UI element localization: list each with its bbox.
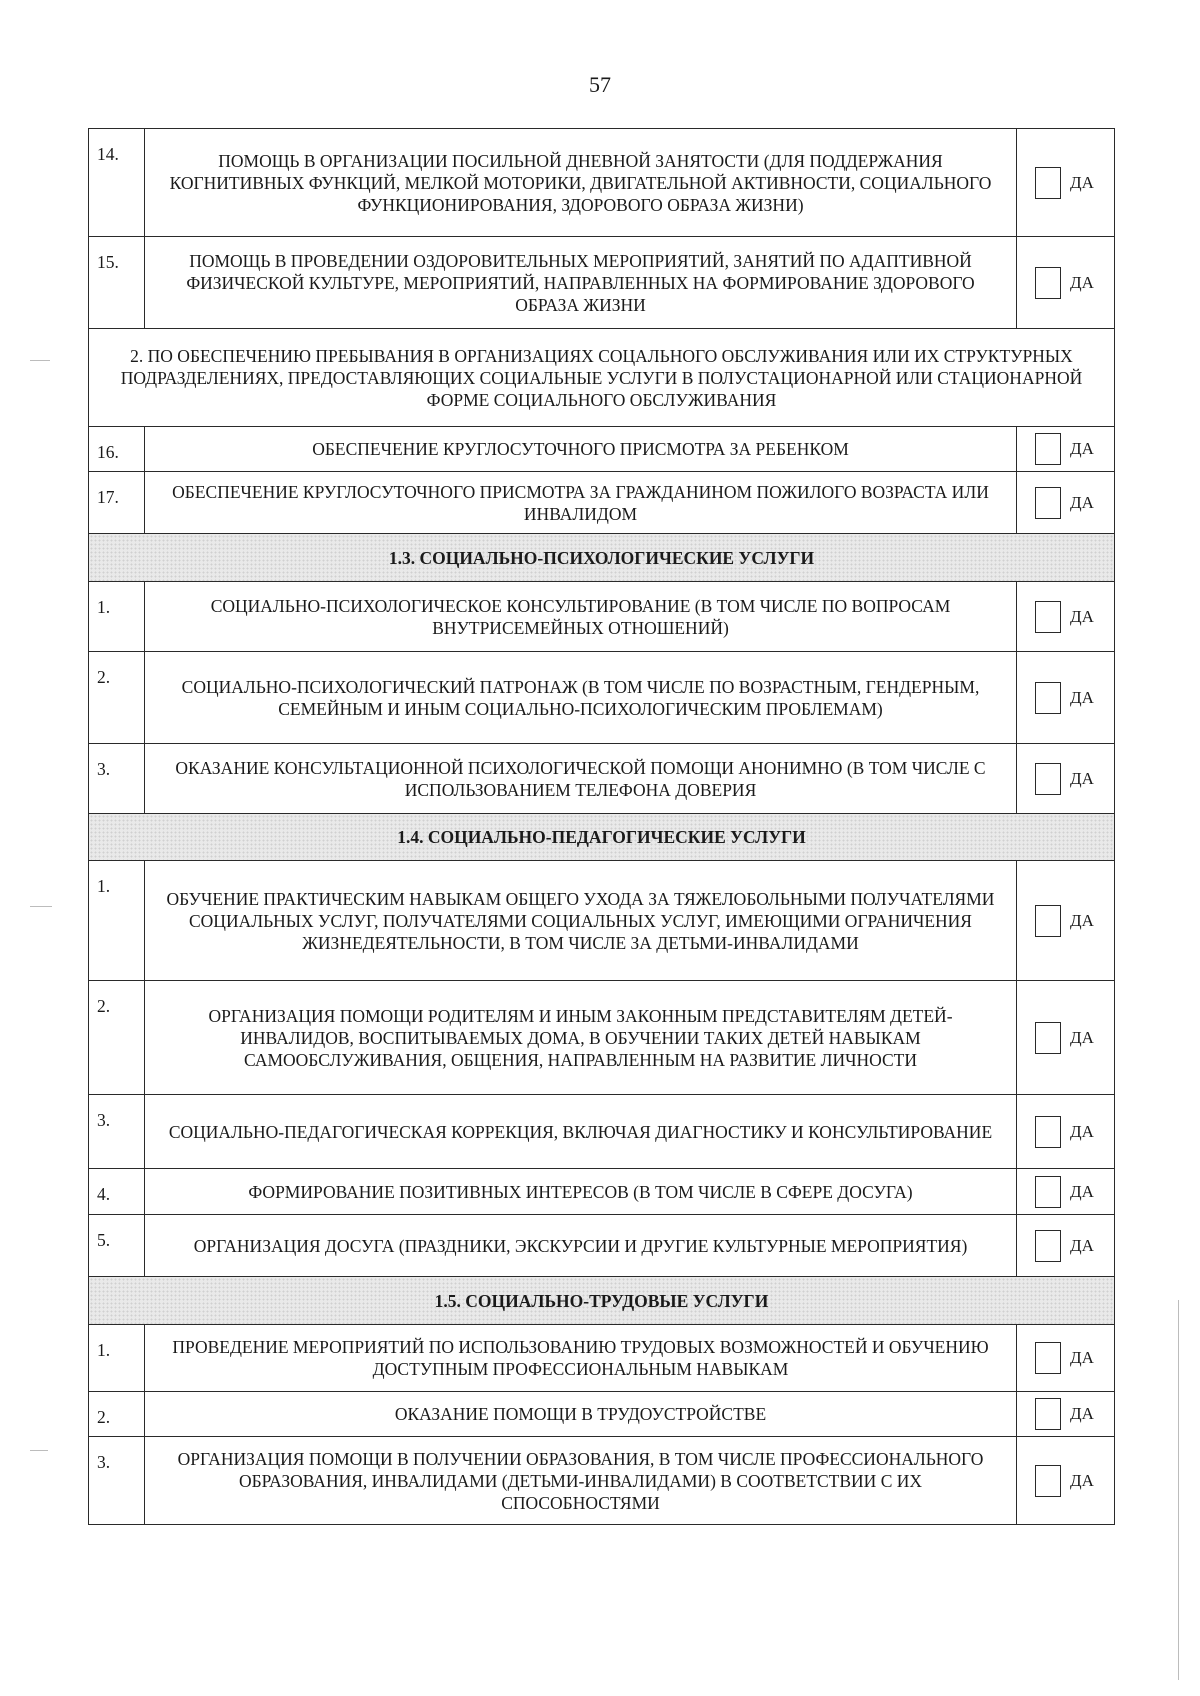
table-row bbox=[89, 1392, 1115, 1437]
yes-checkbox[interactable] bbox=[1035, 167, 1061, 199]
yes-checkbox[interactable] bbox=[1035, 1176, 1061, 1208]
section-header-row bbox=[89, 534, 1115, 582]
checkbox-cell bbox=[1017, 744, 1115, 814]
yes-checkbox-label: ДА bbox=[1070, 1181, 1094, 1201]
checkbox-cell bbox=[1017, 1437, 1115, 1525]
yes-checkbox-label: ДА bbox=[1070, 439, 1094, 458]
service-description: ФОРМИРОВАНИЕ ПОЗИТИВНЫХ ИНТЕРЕСОВ (В ТОМ ЧИСЛЕ В СФЕРЕ ДОСУГА) bbox=[145, 1169, 1017, 1215]
service-description: СОЦИАЛЬНО-ПЕДАГОГИЧЕСКАЯ КОРРЕКЦИЯ, ВКЛЮЧАЯ ДИАГНОСТИКУ И КОНСУЛЬТИРОВАНИЕ bbox=[145, 1095, 1017, 1169]
section-info-row bbox=[89, 329, 1115, 427]
table-row bbox=[89, 427, 1115, 472]
yes-checkbox-label: ДА bbox=[1070, 606, 1094, 626]
section-title: 1.3. СОЦИАЛЬНО-ПСИХОЛОГИЧЕСКИЕ УСЛУГИ bbox=[89, 534, 1115, 582]
section-header-row bbox=[89, 814, 1115, 861]
yes-checkbox[interactable] bbox=[1035, 905, 1061, 937]
yes-checkbox[interactable] bbox=[1035, 1342, 1061, 1374]
yes-checkbox-label: ДА bbox=[1070, 1404, 1094, 1423]
yes-checkbox-label: ДА bbox=[1070, 492, 1094, 512]
yes-checkbox-label: ДА bbox=[1070, 272, 1094, 292]
checkbox-cell bbox=[1017, 472, 1115, 534]
yes-checkbox[interactable] bbox=[1035, 1022, 1061, 1054]
table-row bbox=[89, 981, 1115, 1095]
row-number: 1. bbox=[89, 582, 145, 652]
section-title: 1.4. СОЦИАЛЬНО-ПЕДАГОГИЧЕСКИЕ УСЛУГИ bbox=[89, 814, 1115, 861]
row-number: 14. bbox=[89, 129, 145, 237]
row-number: 2. bbox=[89, 1392, 145, 1437]
yes-checkbox[interactable] bbox=[1035, 1230, 1061, 1262]
checkbox-cell bbox=[1017, 1392, 1115, 1437]
yes-checkbox-label: ДА bbox=[1070, 910, 1094, 930]
checkbox-cell bbox=[1017, 861, 1115, 981]
checkbox-cell bbox=[1017, 582, 1115, 652]
service-description: ОБЕСПЕЧЕНИЕ КРУГЛОСУТОЧНОГО ПРИСМОТРА ЗА ГРАЖДАНИНОМ ПОЖИЛОГО ВОЗРАСТА ИЛИ ИНВАЛИДОМ bbox=[145, 472, 1017, 534]
table-row bbox=[89, 129, 1115, 237]
scan-mark bbox=[30, 906, 52, 907]
scan-mark bbox=[30, 1450, 48, 1451]
row-number: 2. bbox=[89, 981, 145, 1095]
yes-checkbox-label: ДА bbox=[1070, 1470, 1094, 1490]
yes-checkbox-label: ДА bbox=[1070, 768, 1094, 788]
yes-checkbox-label: ДА bbox=[1070, 1348, 1094, 1367]
checkbox-cell bbox=[1017, 1325, 1115, 1392]
service-description: СОЦИАЛЬНО-ПСИХОЛОГИЧЕСКИЙ ПАТРОНАЖ (В ТОМ ЧИСЛЕ ПО ВОЗРАСТНЫМ, ГЕНДЕРНЫМ, СЕМЕЙНЫМ И ИНЫМ СОЦИАЛЬНО-ПСИХОЛОГИЧЕСКИМ ПРОБЛЕМАМ) bbox=[145, 652, 1017, 744]
yes-checkbox[interactable] bbox=[1035, 267, 1061, 299]
table-row bbox=[89, 472, 1115, 534]
service-description: ОРГАНИЗАЦИЯ ПОМОЩИ В ПОЛУЧЕНИИ ОБРАЗОВАНИЯ, В ТОМ ЧИСЛЕ ПРОФЕССИОНАЛЬНОГО ОБРАЗОВАНИЯ, ИНВАЛИДАМИ (ДЕТЬМИ-ИНВАЛИДАМИ) В СООТВЕТСТВИИ С ИХ СПОСОБНОСТЯМИ bbox=[145, 1437, 1017, 1525]
checkbox-cell bbox=[1017, 1169, 1115, 1215]
section-subheading: 2. ПО ОБЕСПЕЧЕНИЮ ПРЕБЫВАНИЯ В ОРГАНИЗАЦИЯХ СОЦАЛЬНОГО ОБСЛУЖИВАНИЯ ИЛИ ИХ СТРУКТУРНЫХ ПОДРАЗДЕЛЕНИЯХ, ПРЕДОСТАВЛЯЮЩИХ СОЦИАЛЬНЫЕ УСЛУГИ В ПОЛУСТАЦИОНАРНОЙ ИЛИ СТАЦИОНАРНОЙ ФОРМЕ СОЦИАЛЬНОГО ОБСЛУЖИВАНИЯ bbox=[89, 329, 1115, 427]
row-number: 3. bbox=[89, 1437, 145, 1525]
table-row bbox=[89, 1437, 1115, 1525]
yes-checkbox-label: ДА bbox=[1070, 1121, 1094, 1141]
row-number: 1. bbox=[89, 1325, 145, 1392]
row-number: 16. bbox=[89, 427, 145, 472]
yes-checkbox[interactable] bbox=[1035, 601, 1061, 633]
table-row bbox=[89, 1215, 1115, 1277]
yes-checkbox[interactable] bbox=[1035, 682, 1061, 714]
service-description: ПРОВЕДЕНИЕ МЕРОПРИЯТИЙ ПО ИСПОЛЬЗОВАНИЮ ТРУДОВЫХ ВОЗМОЖНОСТЕЙ И ОБУЧЕНИЮ ДОСТУПНЫМ ПРОФЕССИОНАЛЬНЫМ НАВЫКАМ bbox=[145, 1325, 1017, 1392]
table-row bbox=[89, 1095, 1115, 1169]
yes-checkbox[interactable] bbox=[1035, 433, 1061, 465]
yes-checkbox[interactable] bbox=[1035, 1465, 1061, 1497]
checkbox-cell bbox=[1017, 237, 1115, 329]
row-number: 2. bbox=[89, 652, 145, 744]
table-row bbox=[89, 237, 1115, 329]
row-number: 17. bbox=[89, 472, 145, 534]
table-row bbox=[89, 1325, 1115, 1392]
service-description: ОРГАНИЗАЦИЯ ПОМОЩИ РОДИТЕЛЯМ И ИНЫМ ЗАКОННЫМ ПРЕДСТАВИТЕЛЯМ ДЕТЕЙ-ИНВАЛИДОВ, ВОСПИТЫВАЕМЫХ ДОМА, В ОБУЧЕНИИ ТАКИХ ДЕТЕЙ НАВЫКАМ САМООБСЛУЖИВАНИЯ, ОБЩЕНИЯ, НАПРАВЛЕННЫМ НА РАЗВИТИЕ ЛИЧНОСТИ bbox=[145, 981, 1017, 1095]
yes-checkbox[interactable] bbox=[1035, 763, 1061, 795]
yes-checkbox-label: ДА bbox=[1070, 172, 1094, 192]
row-number: 3. bbox=[89, 744, 145, 814]
service-description: ОКАЗАНИЕ ПОМОЩИ В ТРУДОУСТРОЙСТВЕ bbox=[145, 1392, 1017, 1437]
checkbox-cell bbox=[1017, 129, 1115, 237]
scan-mark bbox=[30, 360, 50, 361]
section-header-row bbox=[89, 1277, 1115, 1325]
service-description: ОБЕСПЕЧЕНИЕ КРУГЛОСУТОЧНОГО ПРИСМОТРА ЗА РЕБЕНКОМ bbox=[145, 427, 1017, 472]
service-description: ПОМОЩЬ В ОРГАНИЗАЦИИ ПОСИЛЬНОЙ ДНЕВНОЙ ЗАНЯТОСТИ (ДЛЯ ПОДДЕРЖАНИЯ КОГНИТИВНЫХ ФУНКЦИЙ, МЕЛКОЙ МОТОРИКИ, ДВИГАТЕЛЬНОЙ АКТИВНОСТИ, СОЦИАЛЬНОГО ФУНКЦИОНИРОВАНИЯ, ЗДОРОВОГО ОБРАЗА ЖИЗНИ) bbox=[145, 129, 1017, 237]
yes-checkbox[interactable] bbox=[1035, 1398, 1061, 1430]
service-description: ОКАЗАНИЕ КОНСУЛЬТАЦИОННОЙ ПСИХОЛОГИЧЕСКОЙ ПОМОЩИ АНОНИМНО (В ТОМ ЧИСЛЕ С ИСПОЛЬЗОВАНИЕМ ТЕЛЕФОНА ДОВЕРИЯ bbox=[145, 744, 1017, 814]
table-row bbox=[89, 744, 1115, 814]
checkbox-cell bbox=[1017, 1095, 1115, 1169]
row-number: 15. bbox=[89, 237, 145, 329]
service-description: СОЦИАЛЬНО-ПСИХОЛОГИЧЕСКОЕ КОНСУЛЬТИРОВАНИЕ (В ТОМ ЧИСЛЕ ПО ВОПРОСАМ ВНУТРИСЕМЕЙНЫХ ОТНОШЕНИЙ) bbox=[145, 582, 1017, 652]
section-title: 1.5. СОЦИАЛЬНО-ТРУДОВЫЕ УСЛУГИ bbox=[89, 1277, 1115, 1325]
service-description: ОБУЧЕНИЕ ПРАКТИЧЕСКИМ НАВЫКАМ ОБЩЕГО УХОДА ЗА ТЯЖЕЛОБОЛЬНЫМИ ПОЛУЧАТЕЛЯМИ СОЦИАЛЬНЫХ УСЛУГ, ПОЛУЧАТЕЛЯМИ СОЦИАЛЬНЫХ УСЛУГ, ИМЕЮЩИМИ ОГРАНИЧЕНИЯ ЖИЗНЕДЕЯТЕЛЬНОСТИ, В ТОМ ЧИСЛЕ ЗА ДЕТЬМИ-ИНВАЛИДАМИ bbox=[145, 861, 1017, 981]
yes-checkbox[interactable] bbox=[1035, 1116, 1061, 1148]
scan-mark bbox=[1178, 1300, 1179, 1680]
service-description: ПОМОЩЬ В ПРОВЕДЕНИИ ОЗДОРОВИТЕЛЬНЫХ МЕРОПРИЯТИЙ, ЗАНЯТИЙ ПО АДАПТИВНОЙ ФИЗИЧЕСКОЙ КУЛЬТУРЕ, МЕРОПРИЯТИЙ, НАПРАВЛЕННЫХ НА ФОРМИРОВАНИЕ ЗДОРОВОГО ОБРАЗА ЖИЗНИ bbox=[145, 237, 1017, 329]
page-number: 57 bbox=[589, 72, 611, 97]
row-number: 5. bbox=[89, 1215, 145, 1277]
services-table-body bbox=[89, 129, 1115, 1525]
table-row bbox=[89, 652, 1115, 744]
table-row bbox=[89, 861, 1115, 981]
table-row bbox=[89, 1169, 1115, 1215]
services-table bbox=[88, 128, 1115, 1525]
row-number: 3. bbox=[89, 1095, 145, 1169]
yes-checkbox-label: ДА bbox=[1070, 1027, 1094, 1047]
checkbox-cell bbox=[1017, 652, 1115, 744]
yes-checkbox-label: ДА bbox=[1070, 1235, 1094, 1255]
yes-checkbox-label: ДА bbox=[1070, 687, 1094, 707]
checkbox-cell bbox=[1017, 981, 1115, 1095]
yes-checkbox[interactable] bbox=[1035, 487, 1061, 519]
checkbox-cell bbox=[1017, 1215, 1115, 1277]
table-row bbox=[89, 582, 1115, 652]
checkbox-cell bbox=[1017, 427, 1115, 472]
row-number: 4. bbox=[89, 1169, 145, 1215]
service-description: ОРГАНИЗАЦИЯ ДОСУГА (ПРАЗДНИКИ, ЭКСКУРСИИ И ДРУГИЕ КУЛЬТУРНЫЕ МЕРОПРИЯТИЯ) bbox=[145, 1215, 1017, 1277]
row-number: 1. bbox=[89, 861, 145, 981]
